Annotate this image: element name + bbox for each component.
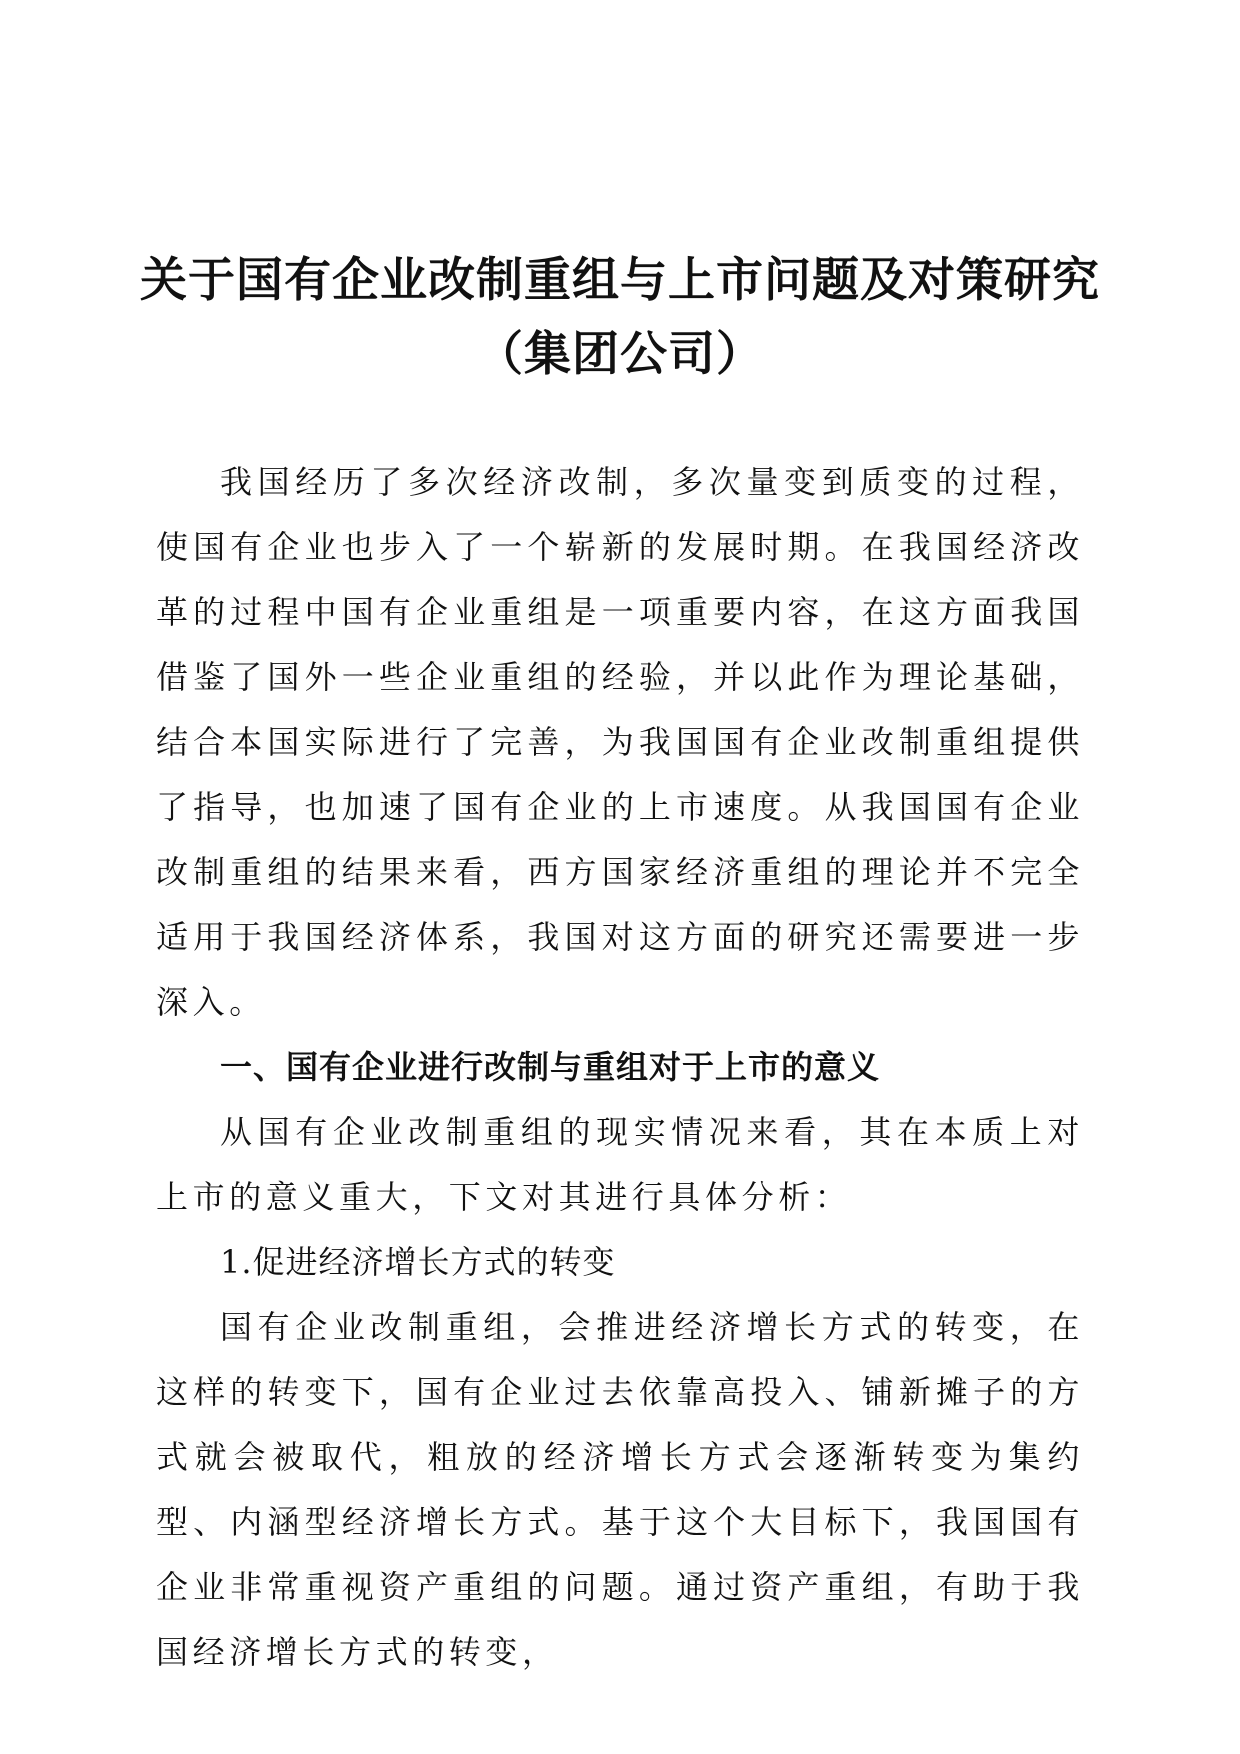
document-title: 关于国有企业改制重组与上市问题及对策研究 — [140, 253, 1100, 308]
paragraph-intro: 我国经历了多次经济改制，多次量变到质变的过程，使国有企业也步入了一个崭新的发展时期。在我国经济改革的过程中国有企业重组是一项重要内容，在这方面我国借鉴了国外一些企业重组的经验，并以此作为理论基础，结合本国实际进行了完善，为我国国有企业改制重组提供了指导，也加速了国有企业的上市速度。从我国国有企业改制重组的结果来看，西方国家经济重组的理论并不完全适用于我国经济体系，我国对这方面的研究还需要进一步深入。 — [156, 463, 1084, 1021]
section-heading-1: 一、国有企业进行改制与重组对于上市的意义 — [220, 1048, 881, 1086]
title-block — [0, 244, 1240, 392]
paragraph-subsection-1: 国有企业改制重组，会推进经济增长方式的转变，在这样的转变下，国有企业过去依靠高投入、铺新摊子的方式就会被取代，粗放的经济增长方式会逐渐转变为集约型、内涵型经济增长方式。基于这个大目标下，我国国有企业非常重视资产重组的问题。通过资产重组，有助于我国经济增长方式的转变， — [156, 1308, 1084, 1671]
document-body — [156, 450, 1084, 1685]
paragraph-section-1: 从国有企业改制重组的现实情况来看，其在本质上对上市的意义重大，下文对其进行具体分析： — [156, 1113, 1084, 1216]
document-subtitle: （集团公司） — [476, 327, 764, 382]
subsection-heading-1: 1.促进经济增长方式的转变 — [220, 1243, 616, 1281]
